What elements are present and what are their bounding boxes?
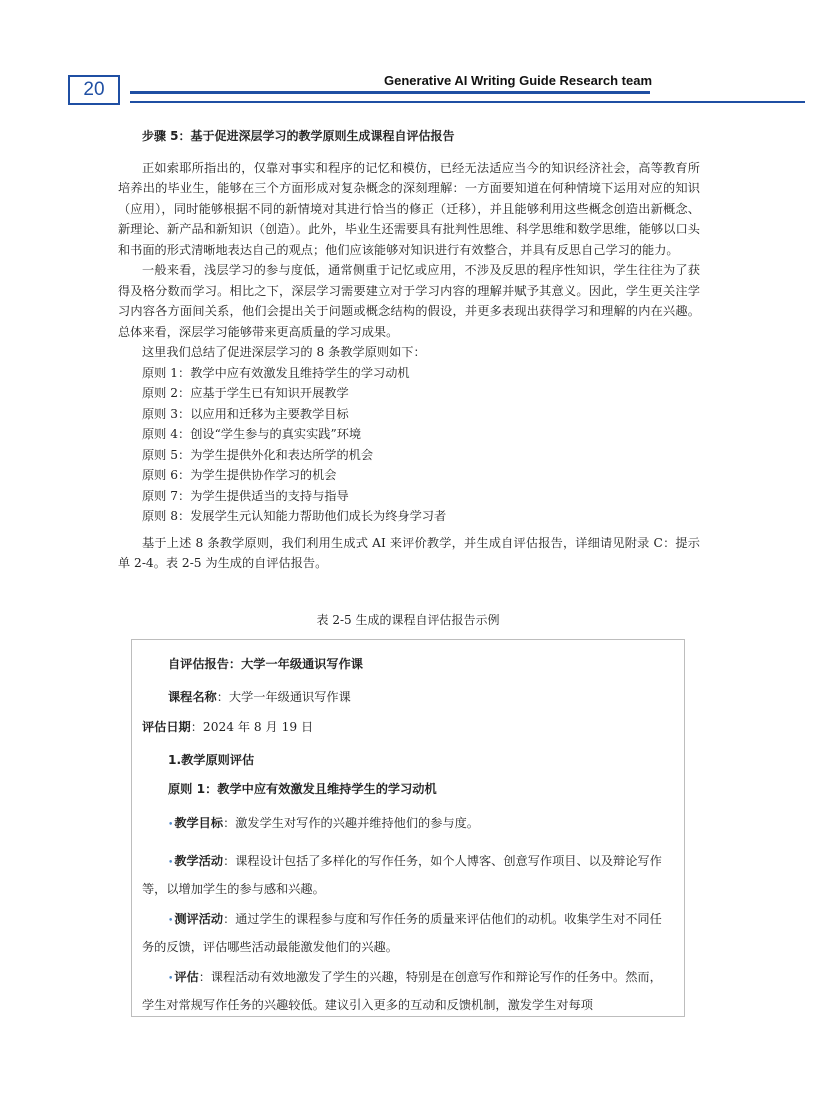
item-text: ：激发学生对写作的兴趣并维持他们的参与度。 bbox=[223, 816, 479, 830]
bullet-icon: • bbox=[168, 974, 174, 984]
item-label: 评估 bbox=[174, 970, 199, 984]
report-item-teaching-goal bbox=[142, 810, 670, 838]
principle-item: 原则 6：为学生提供协作学习的机会 bbox=[142, 468, 337, 482]
body-paragraph: 一般来看，浅层学习的参与度低，通常侧重于记忆或应用，不涉及反思的程序性知识，学生往往为了获得及格分数而学习。相比之下，深层学习需要建立对于学习内容的理解并赋予其意义。因此，学生更关注学习内容各方面间关系，他们会提出关于问题或概念结构的假设，并更多表现出获得学习和理解的内在兴趣。总体来看，深层学习能够带来更高质量的学习成果。 bbox=[118, 263, 700, 339]
principle-item: 原则 3：以应用和迁移为主要教学目标 bbox=[142, 406, 349, 421]
principle-item: 原则 4：创设“学生参与的真实实践”环境 bbox=[142, 427, 362, 441]
principle-title: 原则 1：教学中应有效激发且维持学生的学习动机 bbox=[168, 782, 437, 796]
bullet-icon: • bbox=[168, 820, 174, 830]
self-assessment-report bbox=[131, 639, 685, 1017]
item-text: ：课程设计包括了多样化的写作任务，如个人博客、创意写作项目、以及辩论写作等，以增加学生的参与感和兴趣。 bbox=[142, 854, 662, 896]
date-label: 评估日期 bbox=[142, 720, 191, 734]
principle-item: 原则 2：应基于学生已有知识开展教学 bbox=[142, 386, 349, 400]
item-label: 教学目标 bbox=[174, 816, 224, 830]
item-text: ：通过学生的课程参与度和写作任务的质量来评估他们的动机。收集学生对不同任务的反馈，评估哪些活动最能激发他们的兴趣。 bbox=[142, 912, 662, 954]
report-item-teaching-activity bbox=[142, 848, 670, 902]
report-item-assessment-activity bbox=[142, 906, 670, 960]
course-value: ：大学一年级通识写作课 bbox=[216, 690, 351, 704]
date-value: ：2024 年 8 月 19 日 bbox=[190, 720, 314, 734]
closing-paragraph: 基于上述 8 条教学原则，我们利用生成式 AI 来评价教学，并生成自评估报告，详细请见附录 C：提示单 2-4。表 2-5 为生成的自评估报告。 bbox=[118, 535, 700, 570]
item-text: ：课程活动有效地激发了学生的兴趣，特别是在创意写作和辩论写作的任务中。然而，学生对常规写作任务的兴趣较低。建议引入更多的互动和反馈机制，激发学生对每项 bbox=[142, 970, 662, 1012]
body-paragraph: 正如索耶所指出的，仅靠对事实和程序的记忆和模仿，已经无法适应当今的知识经济社会，高等教育所培养出的毕业生，能够在三个方面形成对复杂概念的深刻理解：一方面要知道在何种情境下运用对应的知识（应用），同时能够根据不同的新情境对其进行恰当的修正（迁移），并且能够利用这些概念创造出新概念、新理论、新产品和新知识（创造）。此外，毕业生还需要具有批判性思维、科学思维和数学思维，能够以口头和书面的形式清晰地表达自己的观点；他们应该能够对知识进行有效整合，并具有反思自己学习的能力。 bbox=[118, 160, 700, 257]
header-rule-thin bbox=[130, 101, 805, 103]
report-title: 自评估报告：大学一年级通识写作课 bbox=[168, 657, 363, 671]
principle-item: 原则 8：发展学生元认知能力帮助他们成长为终身学习者 bbox=[142, 509, 447, 523]
principle-item: 原则 7：为学生提供适当的支持与指导 bbox=[142, 488, 349, 503]
item-label: 测评活动 bbox=[174, 912, 224, 926]
section-title: 1.教学原则评估 bbox=[168, 753, 255, 767]
item-label: 教学活动 bbox=[174, 854, 224, 868]
bullet-icon: • bbox=[168, 916, 174, 926]
header-rule-thick bbox=[130, 91, 650, 94]
assessment-date-line bbox=[132, 718, 685, 735]
table-caption: 表 2-5 生成的课程自评估报告示例 bbox=[316, 613, 500, 627]
running-header-title: Generative AI Writing Guide Research team bbox=[384, 73, 653, 88]
page-number: 20 bbox=[68, 75, 120, 105]
bullet-icon: • bbox=[168, 858, 174, 868]
course-name-line bbox=[132, 688, 685, 705]
principle-item: 原则 1：教学中应有效激发且维持学生的学习动机 bbox=[142, 365, 410, 380]
principle-item: 原则 5：为学生提供外化和表达所学的机会 bbox=[142, 447, 374, 462]
report-item-evaluation bbox=[142, 964, 670, 1017]
step-heading: 步骤 5：基于促进深层学习的教学原则生成课程自评估报告 bbox=[142, 129, 455, 143]
course-label: 课程名称 bbox=[168, 690, 217, 704]
body-content bbox=[118, 126, 700, 574]
body-paragraph: 这里我们总结了促进深层学习的 8 条教学原则如下： bbox=[142, 345, 426, 359]
